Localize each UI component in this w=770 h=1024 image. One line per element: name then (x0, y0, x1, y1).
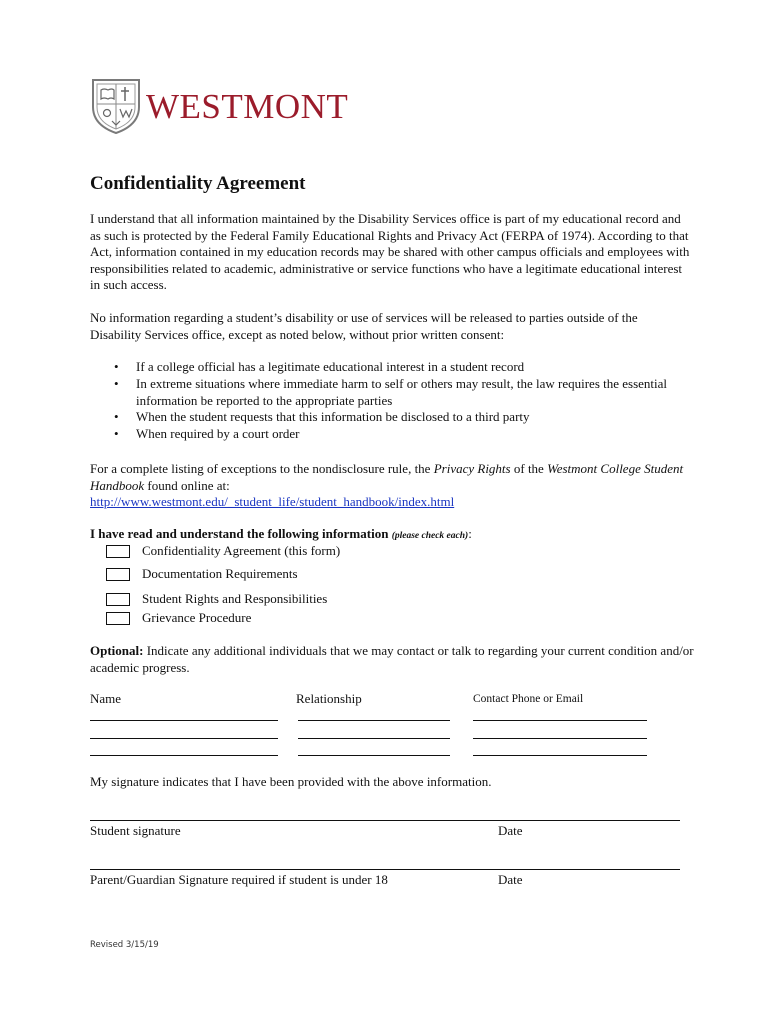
optional-label: Optional: (90, 643, 144, 658)
page-title: Confidentiality Agreement (90, 173, 306, 194)
parent-date-label: Date (498, 872, 523, 887)
optional-text: Indicate any additional individuals that we may contact or talk to regarding your current condition and/or academic progress. (90, 643, 694, 675)
contact-name-field-1[interactable] (90, 720, 278, 721)
checkbox-row-rights (106, 591, 327, 607)
contact-relationship-field-1[interactable] (298, 720, 450, 721)
parent-signature-line[interactable] (90, 869, 680, 870)
signature-intro: My signature indicates that I have been provided with the above information. (90, 774, 492, 789)
contact-column-header: Contact Phone or Email (473, 693, 584, 705)
contact-relationship-field-2[interactable] (298, 738, 450, 739)
handbook-text-middle: of the (510, 461, 548, 476)
handbook-text-prefix: For a complete listing of exceptions to the nondisclosure rule, the (90, 461, 434, 476)
acknowledgement-colon: : (468, 526, 472, 541)
acknowledgement-heading (90, 526, 472, 542)
exceptions-list (90, 359, 710, 443)
contact-info-field-3[interactable] (473, 755, 647, 756)
list-item: • In extreme situations where immediate harm to self or others may result, the law requires the essential information be reported to the appropriate parties (90, 376, 710, 410)
contact-name-field-3[interactable] (90, 755, 278, 756)
handbook-title-text: Westmont College Student Handbook (90, 461, 684, 493)
list-item: • If a college official has a legitimate educational interest in a student record (90, 359, 710, 376)
checkbox-label: Grievance Procedure (142, 610, 252, 625)
ferpa-paragraph: I understand that all information maintained by the Disability Services office is part of my educational record and as such is protected by the Federal Family Educational Rights and Privacy Act (FERPA of 1974). According to that Act, information contained in my education records may be shared with other campus officials and employees with responsibilities related to academic, administrative or service functions who have a legitimate educational interest in such access. (90, 211, 690, 293)
contact-info-field-1[interactable] (473, 720, 647, 721)
checkbox-row-documentation (106, 566, 298, 582)
relationship-column-header: Relationship (296, 691, 362, 706)
confidentiality-checkbox[interactable] (106, 545, 130, 558)
acknowledgement-heading-text: I have read and understand the following information (90, 526, 392, 541)
contact-relationship-field-3[interactable] (298, 755, 450, 756)
contact-info-field-2[interactable] (473, 738, 647, 739)
westmont-shield-icon (90, 77, 142, 135)
student-date-label: Date (498, 823, 523, 838)
logo-wordmark: WESTMONT (146, 86, 349, 126)
handbook-link[interactable]: http://www.westmont.edu/_student_life/student_handbook/index.html (90, 494, 455, 510)
checkbox-label: Documentation Requirements (142, 566, 298, 581)
list-item: • When required by a court order (90, 426, 710, 443)
checkbox-label: Confidentiality Agreement (this form) (142, 543, 341, 558)
checkbox-label: Student Rights and Responsibilities (142, 591, 328, 606)
handbook-paragraph (90, 461, 690, 511)
checkbox-row-confidentiality (106, 543, 340, 559)
grievance-checkbox[interactable] (106, 612, 130, 625)
checkbox-row-grievance (106, 610, 251, 626)
acknowledgement-note: (please check each) (391, 531, 469, 541)
name-column-header: Name (90, 691, 122, 706)
parent-signature-label: Parent/Guardian Signature required if student is under 18 (90, 872, 388, 887)
westmont-logo (90, 77, 348, 135)
student-signature-label: Student signature (90, 823, 181, 838)
revision-footer: Revised 3/15/19 (90, 940, 159, 950)
student-signature-line[interactable] (90, 820, 680, 821)
handbook-text-suffix: found online at: (144, 477, 230, 493)
documentation-checkbox[interactable] (106, 568, 130, 581)
contact-name-field-2[interactable] (90, 738, 278, 739)
optional-paragraph (90, 643, 710, 676)
rights-checkbox[interactable] (106, 593, 130, 606)
privacy-rights-text: Privacy Rights (433, 461, 511, 476)
consent-paragraph: No information regarding a student’s disability or use of services will be released to parties outside of the Disability Services office, except as noted below, without prior written consent: (90, 310, 638, 342)
list-item: • When the student requests that this information be disclosed to a third party (90, 409, 710, 426)
